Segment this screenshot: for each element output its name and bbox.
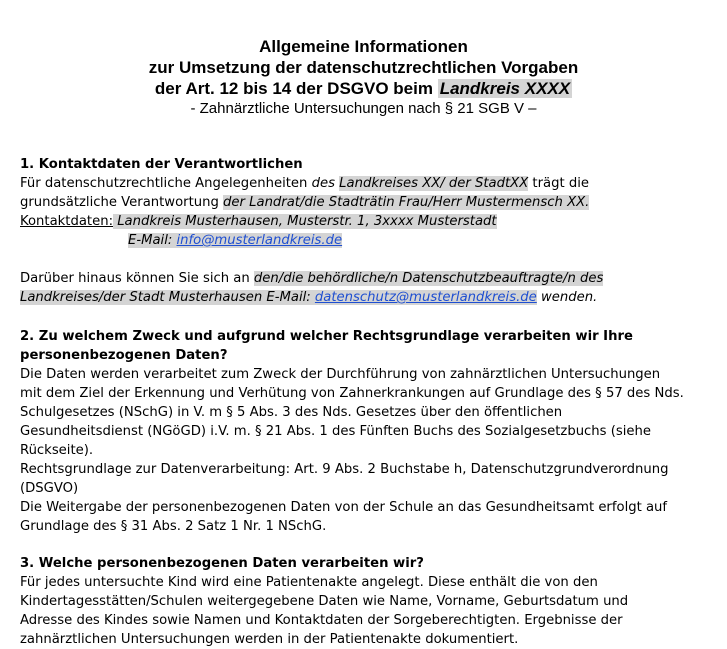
section-1-line-4 (20, 231, 718, 250)
section-2-line: mit dem Ziel der Erkennung und Verhütung von Zahnerkrankungen auf Grundlage des § 57 des Nds. (20, 386, 684, 401)
section-1-p2-line-2 (20, 288, 718, 307)
section-3-line: Adresse des Kindes sowie Namen und Kontaktdaten der Sorgeberechtigten. Ergebnisse der (20, 613, 623, 628)
title-placeholder-district: Landkreis XXXX (439, 79, 571, 98)
contact-label: Kontaktdaten: (20, 214, 114, 229)
section-1-p2-line-1 (20, 269, 718, 288)
placeholder-responsible: der Landrat/die Stadträtin Frau/Herr Mustermensch XX. (223, 195, 590, 210)
dpo-email-link[interactable]: datenschutz@musterlandkreis.de (314, 290, 537, 305)
text-segment: Für datenschutzrechtliche Angelegenheiten (20, 176, 312, 191)
section-2-line: Gesundheitsdienst (NGöGD) i.V. m. § 21 Abs. 1 des Fünften Buchs des Sozialgesetzbuchs (siehe (20, 424, 651, 439)
section-2-line: Die Daten werden verarbeitet zum Zweck der Durchführung von zahnärztlichen Untersuchungen (20, 367, 661, 382)
section-3-line: zahnärztlichen Untersuchungen werden in der Patientenakte dokumentiert. (20, 632, 519, 647)
text-segment: Darüber hinaus können Sie sich an (20, 271, 254, 286)
title-line-3-prefix: der Art. 12 bis 14 der DSGVO beim (154, 79, 438, 98)
section-2-line: Schulgesetzes (NSchG) in V. m § 5 Abs. 3 des Nds. Gesetzes über den öffentlichen (20, 405, 563, 420)
section-1-heading: 1. Kontaktdaten der Verantwortlichen (20, 157, 303, 172)
placeholder-address: Landkreis Musterhausen, Musterstr. 1, 3xxxx Musterstadt (113, 214, 497, 229)
section-2-heading-line-1: 2. Zu welchem Zweck und aufgrund welcher Rechtsgrundlage verarbeiten wir Ihre (20, 329, 633, 344)
text-segment: trägt die (528, 176, 589, 191)
email-label: E-Mail: (128, 233, 177, 248)
spacer (20, 250, 718, 269)
email-link[interactable]: info@musterlandkreis.de (176, 233, 343, 248)
section-2-line: Rechtsgrundlage zur Datenverarbeitung: Art. 9 Abs. 2 Buchstabe h, Datenschutzgrundverordnung (20, 462, 669, 477)
placeholder-dpo: den/die behördliche/n Datenschutzbeauftragte/n des (253, 271, 604, 286)
placeholder-district: Landkreises XX/ der StadtXX (339, 176, 529, 191)
text-segment: wenden. (536, 290, 598, 305)
title-line-1: Allgemeine Informationen (259, 37, 468, 56)
subtitle: - Zahnärztliche Untersuchungen nach § 21 SGB V – (190, 100, 537, 117)
section-2-heading-line-2: personenbezogenen Daten? (20, 348, 228, 363)
title-line-2: zur Umsetzung der datenschutzrechtlichen Vorgaben (148, 58, 579, 77)
section-3 (20, 554, 718, 649)
section-1-line-1 (20, 174, 718, 193)
section-3-line: Für jedes untersuchte Kind wird eine Patientenakte angelegt. Diese enthält die von den (20, 575, 598, 590)
section-2-line: Rückseite). (20, 443, 94, 458)
section-2-line: (DSGVO) (20, 481, 79, 496)
placeholder-dpo-contact: Landkreises/der Stadt Musterhausen E-Mail: (20, 290, 315, 305)
section-2 (20, 327, 718, 536)
section-3-line: Kindertagesstätten/Schulen weitergegebene Daten wie Name, Vorname, Geburtsdatum und (20, 594, 629, 609)
text-segment: des (311, 176, 340, 191)
section-3-heading: 3. Welche personenbezogenen Daten verarbeiten wir? (20, 556, 424, 571)
title-line-3 (0, 78, 727, 99)
section-1-line-2 (20, 193, 718, 212)
section-1 (20, 155, 718, 307)
section-2-line: Grundlage des § 31 Abs. 2 Satz 1 Nr. 1 NSchG. (20, 519, 327, 534)
section-1-line-3 (20, 212, 718, 231)
section-2-line: Die Weitergabe der personenbezogenen Daten von der Schule an das Gesundheitsamt erfolgt auf (20, 500, 668, 515)
text-segment: grundsätzliche Verantwortung (20, 195, 224, 210)
